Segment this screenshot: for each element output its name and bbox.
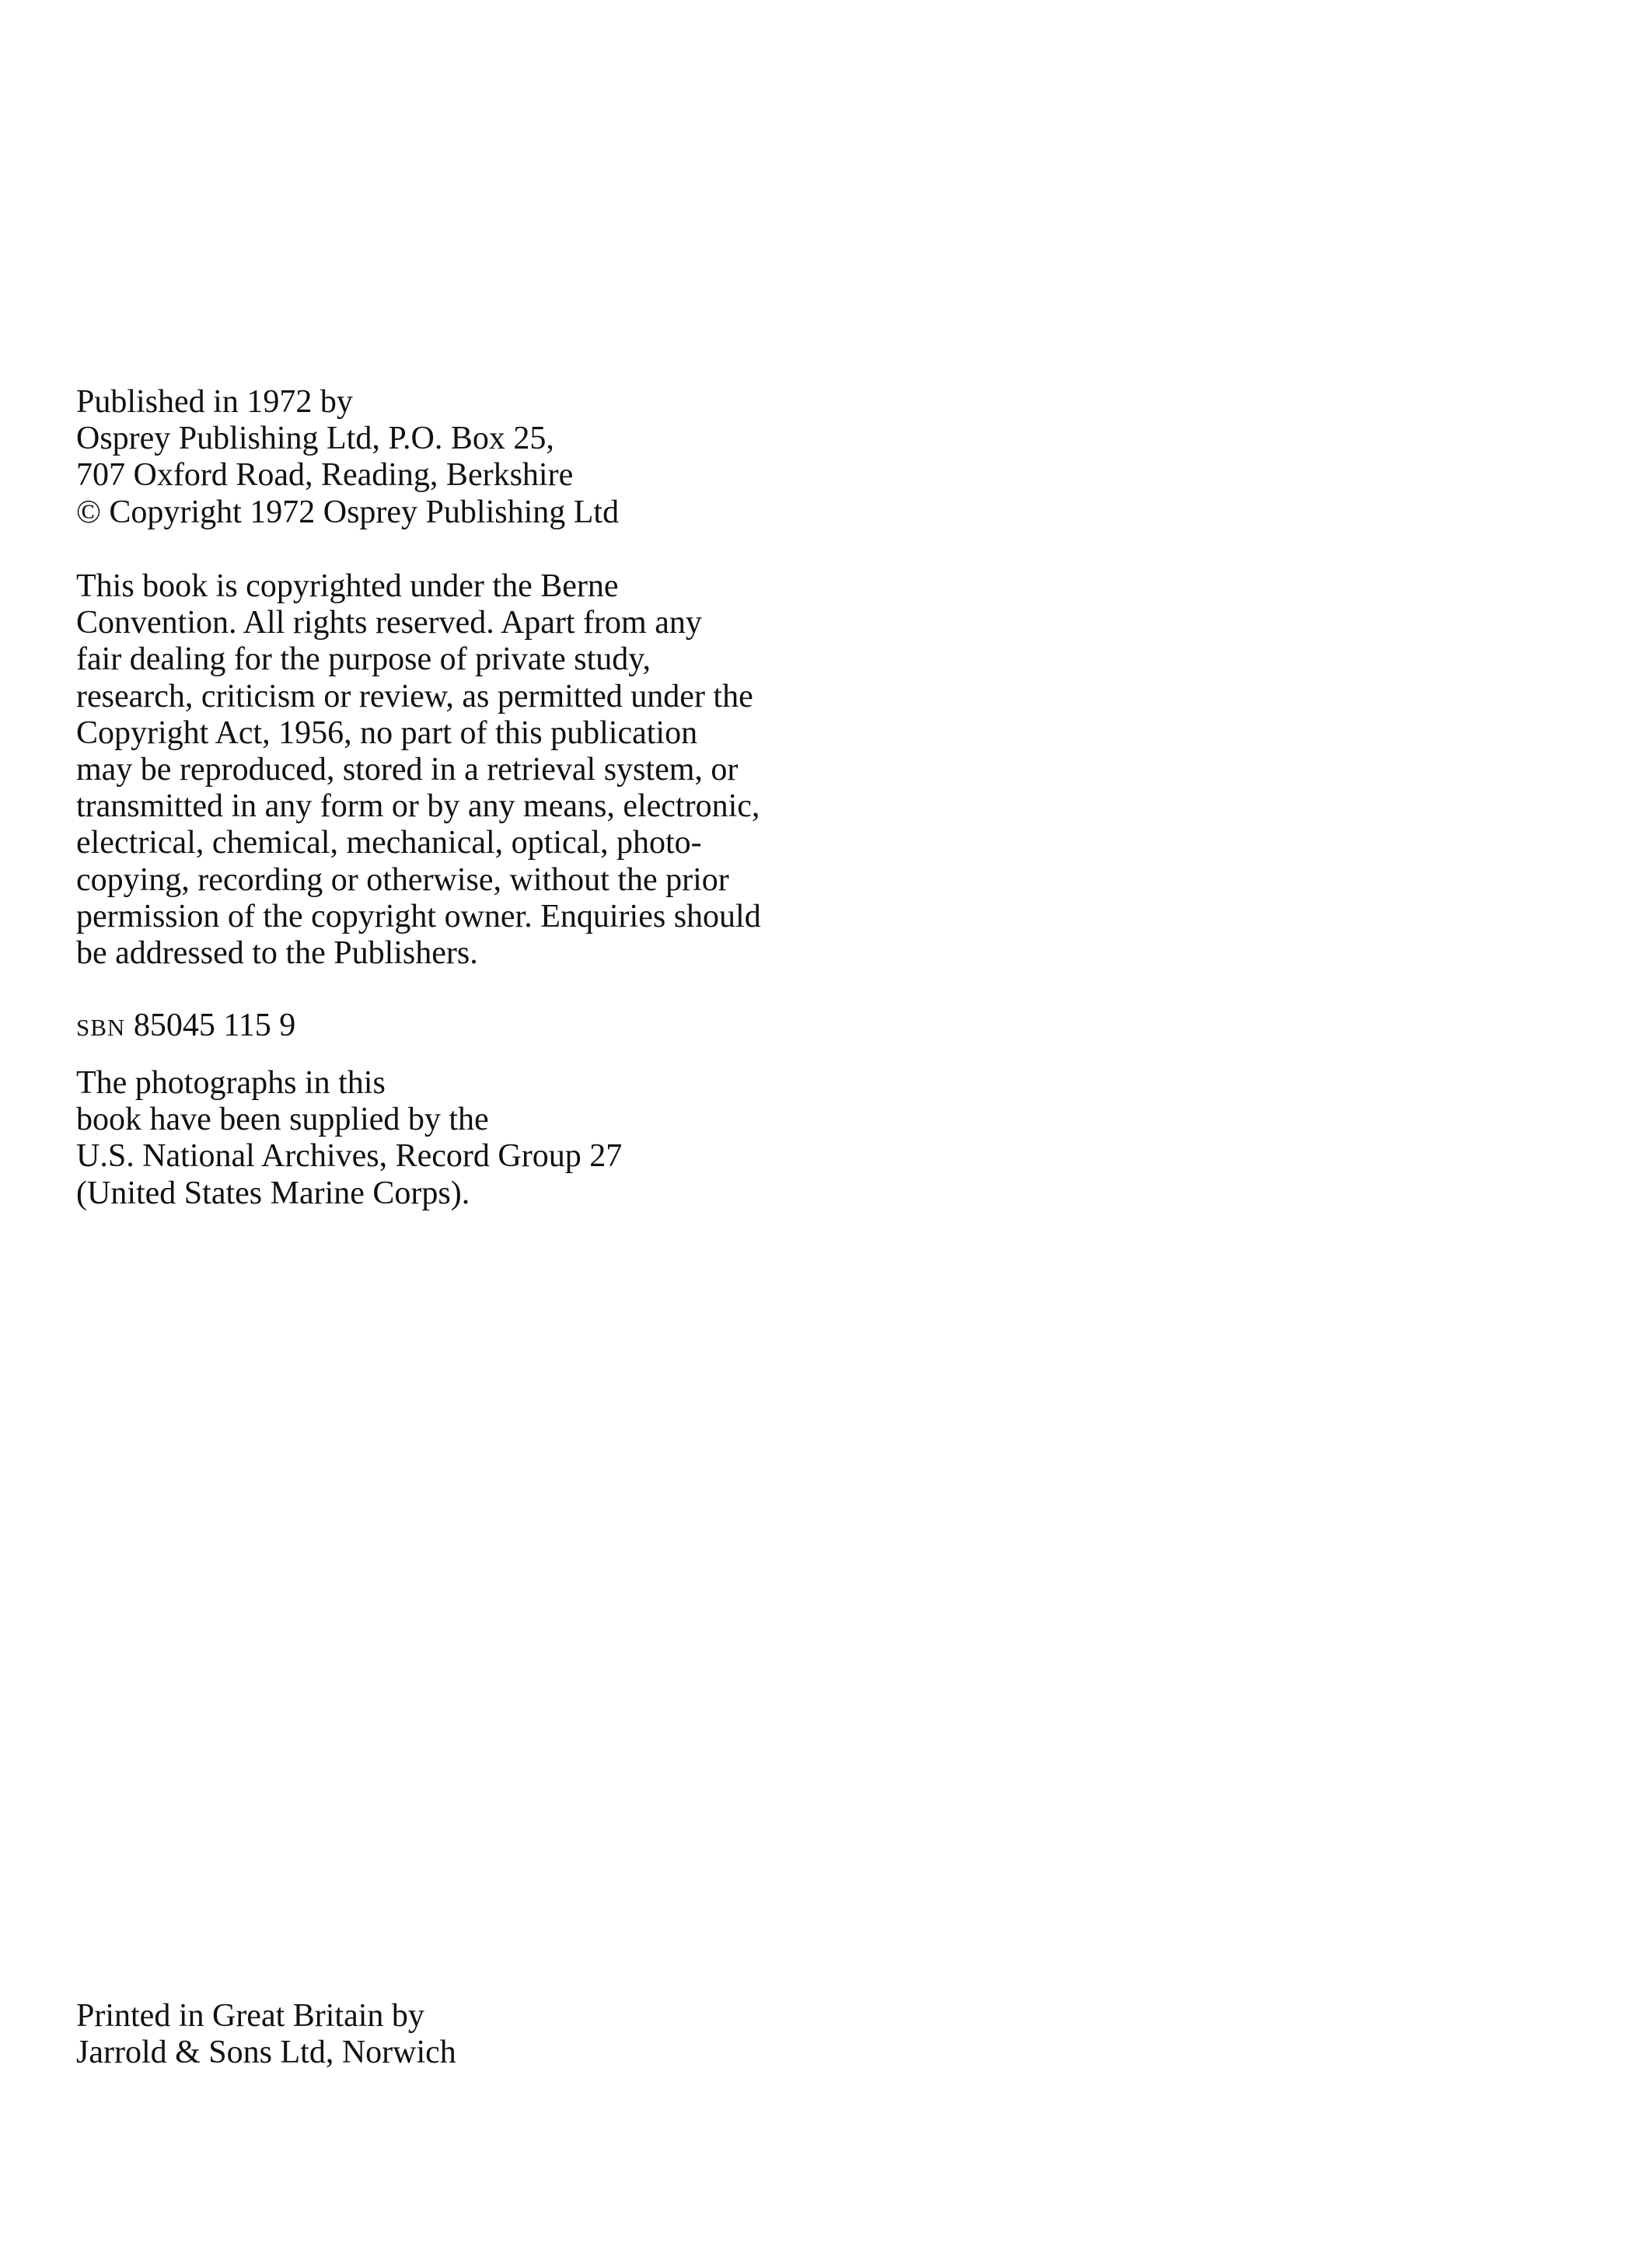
printer-line: Printed in Great Britain by [76,1998,424,2034]
rights-line: This book is copyrighted under the Berne [76,568,619,604]
sbn-value: 85045 115 9 [133,1008,296,1043]
publisher-line: Osprey Publishing Ltd, P.O. Box 25, [76,421,554,457]
publisher-line: 707 Oxford Road, Reading, Berkshire [76,457,574,494]
photo-credit-line: The photographs in this [76,1065,386,1101]
rights-line: copying, recording or otherwise, without the prior [76,861,729,898]
rights-line: electrical, chemical, mechanical, optical, photo- [76,825,702,861]
copyright-line: © Copyright 1972 Osprey Publishing Ltd [76,494,620,530]
rights-line: research, criticism or review, as permitted under the [76,678,753,714]
sbn-number [76,1008,295,1046]
rights-line: be addressed to the Publishers. [76,935,478,972]
rights-notice [76,568,761,972]
photo-credit-line: book have been supplied by the [76,1102,489,1138]
rights-line: Copyright Act, 1956, no part of this publication [76,714,698,751]
rights-line: may be reproduced, stored in a retrieval system, or [76,752,739,788]
sbn-label: SBN [76,1014,126,1041]
rights-line: transmitted in any form or by any means, electronic, [76,788,760,825]
rights-line: Convention. All rights reserved. Apart from any [76,605,702,641]
photo-credit [76,1065,622,1212]
publisher-imprint [76,384,619,531]
printer-line: Jarrold & Sons Ltd, Norwich [76,2035,456,2071]
photo-credit-line: U.S. National Archives, Record Group 27 [76,1138,623,1175]
publisher-line: Published in 1972 by [76,384,353,420]
rights-line: fair dealing for the purpose of private study, [76,641,651,678]
printer-imprint [76,1998,456,2071]
photo-credit-line: (United States Marine Corps). [76,1175,470,1211]
rights-line: permission of the copyright owner. Enquiries should [76,898,761,934]
